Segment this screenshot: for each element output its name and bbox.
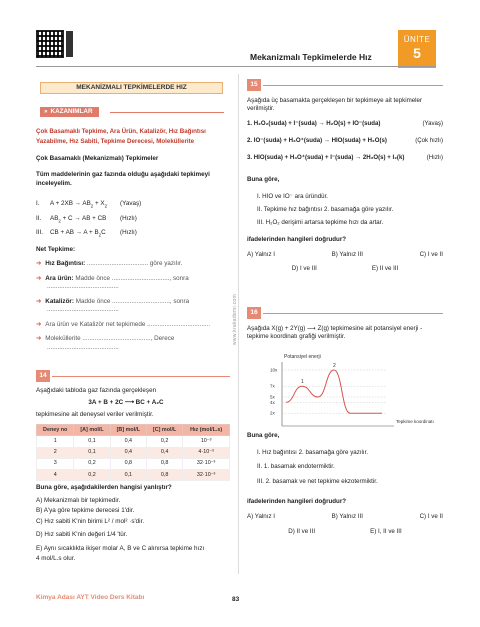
q14-after: tepkimesine ait deneysel veriler verilmiştir. xyxy=(36,411,154,418)
statement: I. HIO ve IO⁻ ara üründür. xyxy=(257,193,329,200)
step-equation: CB + AB → $A + B_2C$ xyxy=(50,229,106,238)
q14-question: Buna göre, aşağıdakilerden hangisi yanlıştır? xyxy=(36,484,172,491)
q16-statements xyxy=(247,446,443,489)
arrow-right-icon: ➜ xyxy=(36,260,42,267)
column-header: Hız (mol/L.s) xyxy=(183,425,230,436)
y-axis-label: Potansiyel enerji xyxy=(284,354,321,360)
step-equation: $AB_2 + C$ → AB + CB xyxy=(50,214,107,223)
step-number: II. xyxy=(36,214,42,222)
list-item: ➜ Ara ürün: Madde önce ................................., sonra xyxy=(36,274,189,282)
list-item: ➜ Moleküllerite ......................................., Derece xyxy=(36,335,175,342)
qr-code[interactable] xyxy=(36,30,64,58)
column-header: [C] mol/L xyxy=(146,425,182,436)
option-a[interactable]: A) Yalnız I xyxy=(247,251,275,258)
q16-buna-gore: Buna göre, xyxy=(247,432,280,439)
kazanimlar-line xyxy=(110,112,224,113)
step-row xyxy=(36,200,232,209)
q14-reaction: 3A + B + 2C ⟶ BC + A₂C xyxy=(88,399,164,406)
option-b[interactable]: B) Yalnız III xyxy=(331,513,363,520)
arrow-right-icon: ➜ xyxy=(36,297,42,305)
step-speed: (Yavaş) xyxy=(120,200,142,207)
step-speed: (Hızlı) xyxy=(120,214,137,222)
q15-statements xyxy=(247,190,443,229)
q15-step: 3. HIO(suda) + H₃O⁺(suda) + I⁻(suda) → 2H₂O(s) + I₂(k) (Hızlı) xyxy=(247,154,443,162)
statement: II. 1. basamak endotermiktir. xyxy=(257,463,335,471)
question-line xyxy=(263,85,443,86)
watermark: www.krakademi.com xyxy=(232,294,238,345)
option-b[interactable]: B) A'ya göre tepkime derecesi 1'dir. xyxy=(36,507,135,515)
list-item: ➜ Ara ürün ve Katalizör net tepkimede .................................... xyxy=(36,320,211,328)
y-tick-label: 10x xyxy=(270,367,278,373)
option-d[interactable]: D) Hız sabiti K'nin değeri 1/4 'tür. xyxy=(36,531,128,539)
question-line xyxy=(52,376,230,377)
page-title: Mekanizmalı Tepkimelerde Hız xyxy=(250,52,372,62)
question-number-15: 15 xyxy=(247,79,261,91)
header-divider xyxy=(36,66,436,67)
option-e-cont: 4 mol/L.s olur. xyxy=(36,554,76,562)
option-c[interactable]: C) I ve II xyxy=(419,513,443,520)
question-number-14: 14 xyxy=(36,370,50,382)
arrow-right-icon: ➜ xyxy=(36,320,42,328)
data-table xyxy=(36,424,230,481)
q15-options-row2 xyxy=(247,265,443,273)
q15-step: 2. IO⁻(suda) + H₃O⁺(suda) → HIO(suda) + H₂O(s) (Çok hızlı) xyxy=(247,137,443,145)
table-row: 1 0,1 0,4 0,2 10⁻³ xyxy=(37,436,230,447)
bullet-list xyxy=(36,260,232,352)
page-number: 83 xyxy=(232,596,240,603)
peak-label: 2 xyxy=(333,363,336,369)
list-item: ......................................... xyxy=(47,343,119,351)
statement: III. 2. basamak ve net tepkime ekzotermiktir. xyxy=(257,477,378,485)
step-row xyxy=(36,229,232,238)
unit-number: 5 xyxy=(413,44,421,61)
step-speed: (Hızlı) xyxy=(120,229,137,236)
kazanimlar-label: KAZANIMLAR xyxy=(50,108,93,115)
q15-intro: Aşağıda üç basamakta gerçekleşen bir tepkimeye ait tepkimeler verilmiştir. xyxy=(247,97,423,113)
table-row: 4 0,2 0,1 0,8 32·10⁻³ xyxy=(37,470,230,481)
column-header: [B] mol/L xyxy=(110,425,146,436)
statement: I. Hız bağıntısı 2. basamağa göre yazılır. xyxy=(257,449,369,456)
option-d[interactable]: D) II ve III xyxy=(288,528,316,535)
unit-label: ÜNİTE xyxy=(403,35,431,44)
kazanimlar-text: Çok Basamaklı Tepkime, Ara Ürün, Katalizör, Hız Bağıntısı Yazabilme, Hız Sabiti, Tepkime Derecesi, Moleküllerite xyxy=(36,128,206,145)
q14-intro: Aşağıdaki tabloda gaz fazında gerçekleşen xyxy=(36,387,157,394)
option-e[interactable]: E) II ve III xyxy=(371,265,399,272)
option-b[interactable]: B) Yalnız III xyxy=(331,251,363,258)
option-c[interactable]: C) Hız sabiti K'nin birimi L² / mol² ·s'dir. xyxy=(36,517,145,525)
q14-options xyxy=(36,496,232,564)
question-number-16: 16 xyxy=(247,307,261,319)
arrow-right-icon: ➜ xyxy=(36,335,42,342)
question-line xyxy=(263,313,443,314)
y-tick-label: 5x xyxy=(270,394,275,400)
section-title: Çok Basamaklı (Mekanizmalı) Tepkimeler xyxy=(36,155,159,162)
q15-buna-gore: Buna göre, xyxy=(247,176,280,183)
y-tick-label: 2x xyxy=(270,410,275,416)
list-item: ➜ Hız Bağıntısı: ................................... göre yazılır. xyxy=(36,260,183,267)
list-item: ......................................... xyxy=(47,283,119,290)
option-c[interactable]: C) I ve II xyxy=(419,251,443,258)
step-number: I. xyxy=(36,200,40,207)
chevron-right-icon: » xyxy=(44,108,48,115)
option-e[interactable]: E) Aynı sıcaklıkta ikişer molar A, B ve C alınırsa tepkime hızı xyxy=(36,544,205,552)
book-title: Kimya Adası AYT Video Ders Kitabı xyxy=(36,594,145,601)
step-equation: $A + 2XB \to AB_2 + X_2$ xyxy=(50,200,108,209)
y-tick-label: 4x xyxy=(270,399,275,405)
peak-label: 1 xyxy=(301,379,304,386)
q16-options-row1 xyxy=(247,513,443,521)
qr-side-label xyxy=(66,31,73,57)
q15-options-row1 xyxy=(247,251,443,259)
y-tick-label: 7x xyxy=(270,383,275,389)
q15-question: ifadelerinden hangileri doğrudur? xyxy=(247,236,347,243)
q16-options-row2 xyxy=(247,528,443,536)
step-number: III. xyxy=(36,229,43,236)
arrow-right-icon: ➜ xyxy=(36,274,42,282)
kazanimlar-tag xyxy=(40,107,99,117)
energy-curve xyxy=(286,370,382,413)
x-axis-label: Tepkime koordinatı xyxy=(396,419,434,424)
step-row xyxy=(36,215,232,224)
step-list xyxy=(36,200,232,238)
list-item: ➜ Katalizör: Madde önce ................................., sonra xyxy=(36,297,190,305)
list-item: ......................................... xyxy=(47,306,119,313)
summary-title: MEKANİZMALI TEPKİMELERDE HIZ xyxy=(40,82,223,94)
q16-intro: Aşağıda X(g) + 2Y(g) ⟶ Z(g) tepkimesine ait potansiyel enerji - tepkime koordinatı grafiği verilmiştir. xyxy=(247,325,423,341)
q15-step: 1. H₂O₂(suda) + I⁻(suda) → H₂O(s) + IO⁻(suda) (Yavaş) xyxy=(247,120,443,127)
energy-chart xyxy=(268,352,438,428)
column-header: [A] mol/L xyxy=(74,425,110,436)
option-a[interactable]: A) Mekanizmalı bir tepkimedir. xyxy=(36,497,121,504)
table-header-row xyxy=(37,425,230,436)
table-row: 3 0,2 0,8 0,8 32·10⁻³ xyxy=(37,458,230,469)
table-row: 2 0,1 0,4 0,4 4·10⁻³ xyxy=(37,447,230,458)
statement: III. H₂O₂ derişimi artarsa tepkime hızı da artar. xyxy=(257,219,384,227)
statement: II. Tepkime hız bağıntısı 2. basamağa göre yazılır. xyxy=(257,206,394,214)
intro-text: Tüm maddelerinin gaz fazında olduğu aşağıdaki tepkimeyi inceleyelim. xyxy=(36,171,210,187)
option-d[interactable]: D) I ve III xyxy=(291,265,317,272)
option-e[interactable]: E) I, II ve III xyxy=(370,528,402,535)
net-label: Net Tepkime: xyxy=(36,246,76,253)
column-header: Deney no xyxy=(37,425,74,436)
unit-badge xyxy=(398,30,436,68)
q16-question: ifadelerinden hangileri doğrudur? xyxy=(247,498,347,505)
q15-steps xyxy=(247,120,443,163)
option-a[interactable]: A) Yalnız I xyxy=(247,513,275,520)
